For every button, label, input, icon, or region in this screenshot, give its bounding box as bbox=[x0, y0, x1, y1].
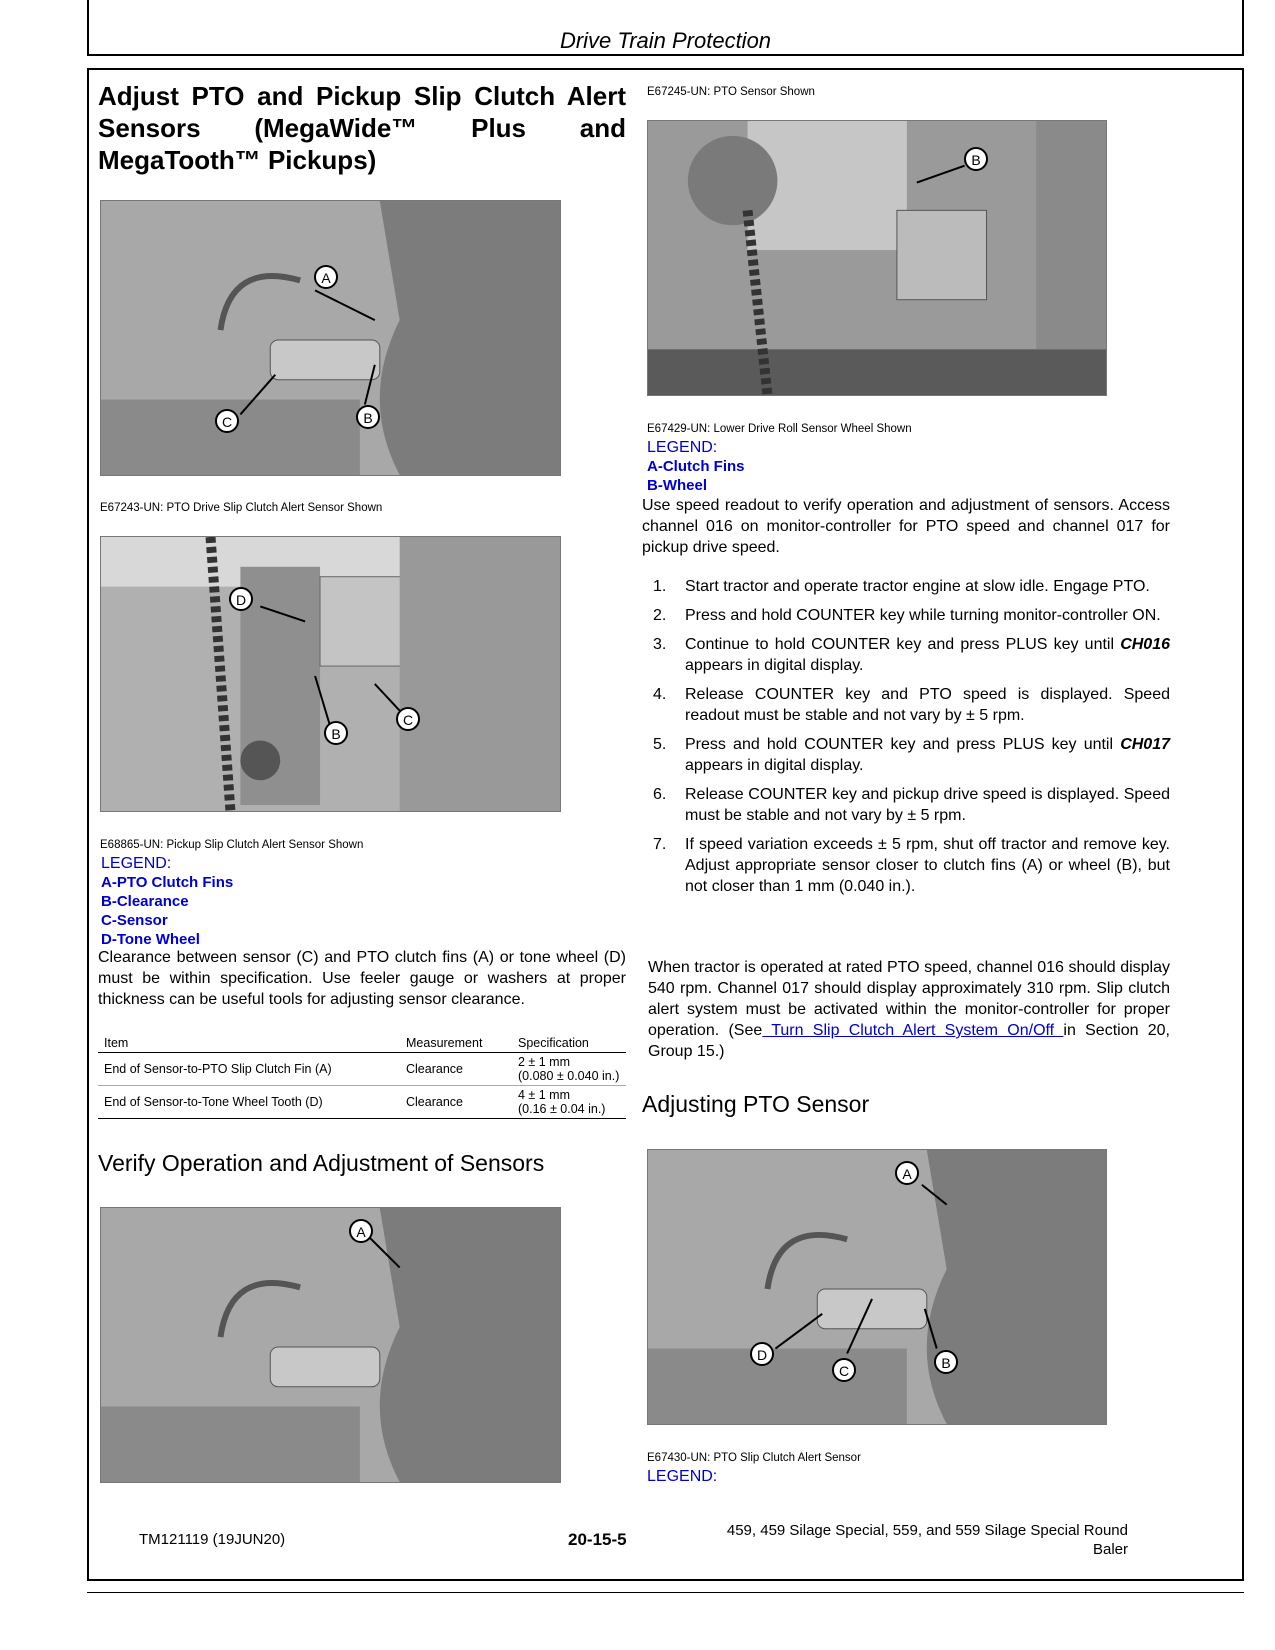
column-header: Measurement bbox=[400, 1034, 512, 1053]
column-header: Specification bbox=[512, 1034, 626, 1053]
section-heading: Verify Operation and Adjustment of Sensors bbox=[98, 1150, 545, 1176]
legend bbox=[101, 854, 401, 949]
legend-item: A-Clutch Fins bbox=[647, 458, 745, 475]
cross-reference-link[interactable]: Turn Slip Clutch Alert System On/Off bbox=[762, 1022, 1064, 1039]
closing-text: in Section 20, Group 15.) bbox=[648, 1022, 1170, 1060]
table-cell: End of Sensor-to-PTO Slip Clutch Fin (A) bbox=[98, 1053, 400, 1086]
figure-caption: E68865-UN: Pickup Slip Clutch Alert Sensor Shown bbox=[100, 839, 364, 851]
step-number: 5. bbox=[653, 736, 667, 753]
main-heading: Adjust PTO and Pickup Slip Clutch Alert Sensors (MegaWide™ Plus and MegaTooth™ Pickups) bbox=[98, 81, 626, 175]
figure-lower-drive-roll bbox=[647, 120, 1107, 396]
model-description bbox=[700, 1521, 1128, 1559]
step-item bbox=[643, 784, 1170, 826]
step-text: appears in digital display. bbox=[685, 657, 864, 674]
column-header: Item bbox=[98, 1034, 400, 1053]
callout-b: B bbox=[964, 147, 988, 171]
step-item bbox=[643, 734, 1170, 776]
step-text: If speed variation exceeds ± 5 rpm, shut off tractor and remove key. Adjust appropriate sensor closer to clutch fins (A) or wheel (B), but not closer than 1 mm (0.040 in.). bbox=[685, 836, 1170, 895]
section-title: Drive Train Protection bbox=[559, 28, 772, 53]
step-number: 3. bbox=[653, 636, 667, 653]
spec-value-imperial: (0.16 ± 0.04 in.) bbox=[518, 1102, 606, 1116]
legend-item: B-Clearance bbox=[101, 893, 189, 910]
step-item bbox=[643, 605, 1170, 626]
spec-value: 4 ± 1 mm bbox=[518, 1088, 571, 1102]
callout-a: A bbox=[895, 1161, 919, 1185]
legend-heading: LEGEND: bbox=[647, 439, 718, 456]
steps-list bbox=[643, 576, 1170, 905]
step-number: 1. bbox=[653, 578, 667, 595]
step-number: 6. bbox=[653, 786, 667, 803]
figure-verify-sensors bbox=[100, 1207, 561, 1483]
channel-code: CH017 bbox=[1120, 736, 1170, 753]
spec-table bbox=[98, 1034, 626, 1119]
step-text: Release COUNTER key and pickup drive speed is displayed. Speed must be stable and not vary by ± 5 rpm. bbox=[685, 786, 1170, 824]
table-row bbox=[98, 1053, 626, 1086]
step-item bbox=[643, 684, 1170, 726]
model-line: Baler bbox=[1092, 1541, 1128, 1558]
document-id: TM121119 (19JUN20) bbox=[139, 1531, 286, 1548]
closing-text: When tractor is operated at rated PTO speed, channel 016 should display 540 rpm. Channel 017 should display approximately 310 rpm. Slip clutch alert system must be activated within the monitor-controller for proper operation. (See bbox=[648, 959, 1170, 1039]
figure-caption: E67430-UN: PTO Slip Clutch Alert Sensor bbox=[647, 1452, 861, 1464]
callout-b: B bbox=[356, 405, 380, 429]
step-text: Release COUNTER key and PTO speed is displayed. Speed readout must be stable and not vary by ± 5 rpm. bbox=[685, 686, 1170, 724]
step-text: Press and hold COUNTER key and press PLUS key until bbox=[685, 736, 1121, 753]
page-number: 20-15-5 bbox=[568, 1530, 627, 1549]
table-row bbox=[98, 1086, 626, 1119]
table-cell: End of Sensor-to-Tone Wheel Tooth (D) bbox=[98, 1086, 400, 1119]
table-cell: Clearance bbox=[400, 1053, 512, 1086]
callout-b: B bbox=[934, 1350, 958, 1374]
step-number: 7. bbox=[653, 836, 667, 853]
legend-item: C-Sensor bbox=[101, 912, 168, 929]
closing-paragraph bbox=[648, 957, 1170, 1062]
legend-item: A-PTO Clutch Fins bbox=[101, 874, 234, 891]
table-cell: Clearance bbox=[400, 1086, 512, 1119]
callout-a: A bbox=[314, 265, 338, 289]
spec-value: 2 ± 1 mm bbox=[518, 1055, 571, 1069]
step-text: Press and hold COUNTER key while turning monitor-controller ON. bbox=[685, 607, 1161, 624]
callout-d: D bbox=[229, 587, 253, 611]
section-heading: Adjusting PTO Sensor bbox=[642, 1091, 870, 1117]
legend-item: B-Wheel bbox=[647, 477, 707, 494]
step-text: Continue to hold COUNTER key and press PLUS key until bbox=[685, 636, 1121, 653]
clearance-paragraph: Clearance between sensor (C) and PTO clutch fins (A) or tone wheel (D) must be within specification. Use feeler gauge or washers at proper thickness can be useful tools for adjusting sensor clearance. bbox=[98, 949, 626, 1008]
table-cell bbox=[512, 1053, 626, 1086]
figure-caption: E67243-UN: PTO Drive Slip Clutch Alert Sensor Shown bbox=[100, 502, 383, 514]
figure-pto-slip-clutch bbox=[647, 1149, 1107, 1425]
spec-value-imperial: (0.080 ± 0.040 in.) bbox=[518, 1069, 620, 1083]
callout-c: C bbox=[215, 409, 239, 433]
figure-caption: E67429-UN: Lower Drive Roll Sensor Wheel Shown bbox=[647, 423, 912, 435]
callout-d: D bbox=[750, 1342, 774, 1366]
model-line: 459, 459 Silage Special, 559, and 559 Silage Special Round bbox=[726, 1522, 1128, 1539]
figure-caption: E67245-UN: PTO Sensor Shown bbox=[647, 86, 815, 98]
legend-item: D-Tone Wheel bbox=[101, 931, 200, 948]
legend bbox=[647, 438, 947, 495]
figure-pickup-sensor bbox=[100, 536, 561, 812]
callout-c: C bbox=[396, 707, 420, 731]
callout-b: B bbox=[324, 721, 348, 745]
step-text: Start tractor and operate tractor engine at slow idle. Engage PTO. bbox=[685, 578, 1150, 595]
callout-c: C bbox=[832, 1358, 856, 1382]
channel-code: CH016 bbox=[1120, 636, 1170, 653]
step-text: appears in digital display. bbox=[685, 757, 864, 774]
intro-paragraph: Use speed readout to verify operation and adjustment of sensors. Access channel 016 on monitor-controller for PTO speed and channel 017 for pickup drive speed. bbox=[642, 497, 1170, 556]
legend-heading: LEGEND: bbox=[647, 1468, 718, 1485]
footer-rule bbox=[87, 1592, 1244, 1593]
table-cell bbox=[512, 1086, 626, 1119]
step-item bbox=[643, 834, 1170, 897]
callout-a: A bbox=[349, 1219, 373, 1243]
step-number: 4. bbox=[653, 686, 667, 703]
legend-heading: LEGEND: bbox=[101, 855, 172, 872]
step-item bbox=[643, 634, 1170, 676]
step-number: 2. bbox=[653, 607, 667, 624]
step-item bbox=[643, 576, 1170, 597]
figure-pto-drive-sensor bbox=[100, 200, 561, 476]
